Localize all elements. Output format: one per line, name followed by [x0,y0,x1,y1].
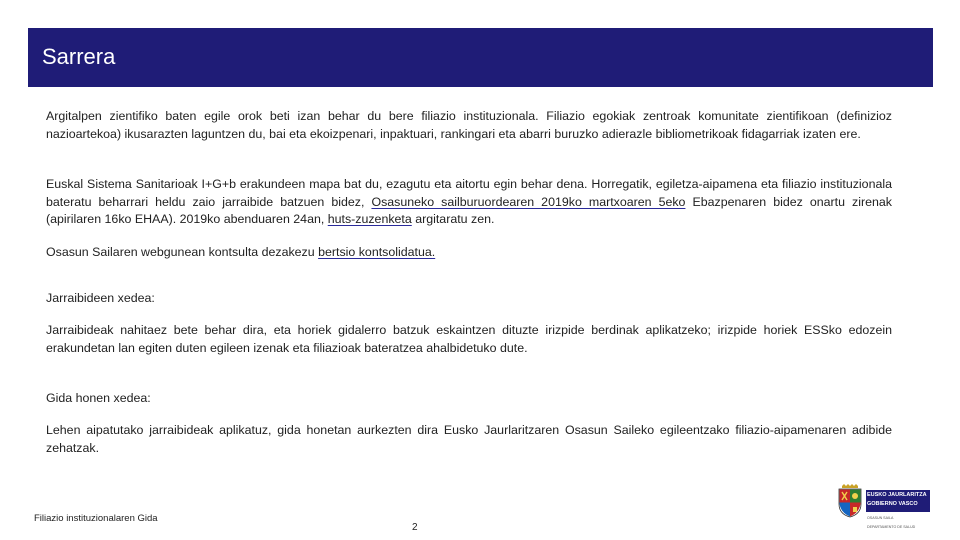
resolution-paragraph [46,176,892,229]
resolution-text-b: Ebazpenaren bidez onartu zirenak (apirilaren 16ko EHAA). 2019ko abenduaren 24an, [46,194,892,227]
guidelines-heading: Jarraibideen xedea: [46,291,155,305]
title-bar [28,28,933,87]
resolution-text-a: Euskal Sistema Sanitarioak I+G+b erakundeen mapa bat du, ezagutu eta aitortu egin behar dena. Horregatik, egiletza-aipamena eta filiazio instituzionala bateratu beharrari heldu zaio jarraibide batzuen bidez, [46,177,892,209]
consolidated-link[interactable]: bertsio kontsolidatua. [318,245,436,259]
correction-link[interactable]: huts-zuzenketa [327,212,412,227]
consolidated-text: Osasun Sailaren webgunean kontsulta dezakezu [46,245,319,259]
logo-small-1: OSASUN SAILA [867,516,894,520]
page-title: Sarrera [42,44,116,69]
coat-of-arms-icon [835,484,865,518]
consolidated-paragraph [46,244,892,262]
guide-paragraph: Lehen aipatutako jarraibideak aplikatuz, gida honetan aurkezten dira Eusko Jaurlaritzaren Osasun Saileko egileentzako filiazio-aipamenaren adibide zehatzak. [46,423,892,455]
guide-heading: Gida honen xedea: [46,391,151,405]
page-number: 2 [412,522,418,533]
resolution-link[interactable]: Osasuneko sailburuordearen 2019ko martxoaren 5eko [371,194,686,209]
logo-line-2: GOBIERNO VASCO [867,501,918,507]
logo-small-2: DEPARTAMENTO DE SALUD [867,525,916,529]
logo-line-1: EUSKO JAURLARITZA [867,492,927,498]
footer-title: Filiazio instituzionalaren Gida [34,513,158,524]
intro-paragraph: Argitalpen zientifiko baten egile orok beti izan behar du bere filiazio instituzionala. Filiazio egokiak zentroak komunitate zientifikoan (definizioz nazioartekoa) ikusarazten laguntzen du, bai eta ekoizpenari, inpaktuari, rankingari eta abarri buruzko adierazle bibliometrikoak fidagarriak izaten ere. [46,109,892,141]
guidelines-paragraph: Jarraibideak nahitaez bete behar dira, eta horiek gidalerro batzuk eskaintzen dituzte irizpide berdinak aplikatzeko; irizpide horiek ESSko edozein erakundetan lan egiten duten egileen izenak eta filiazioak bateratzea ahalbidetuko dute. [46,323,892,355]
resolution-text-c: argitaratu zen. [411,212,495,227]
basque-government-logo [834,484,934,534]
